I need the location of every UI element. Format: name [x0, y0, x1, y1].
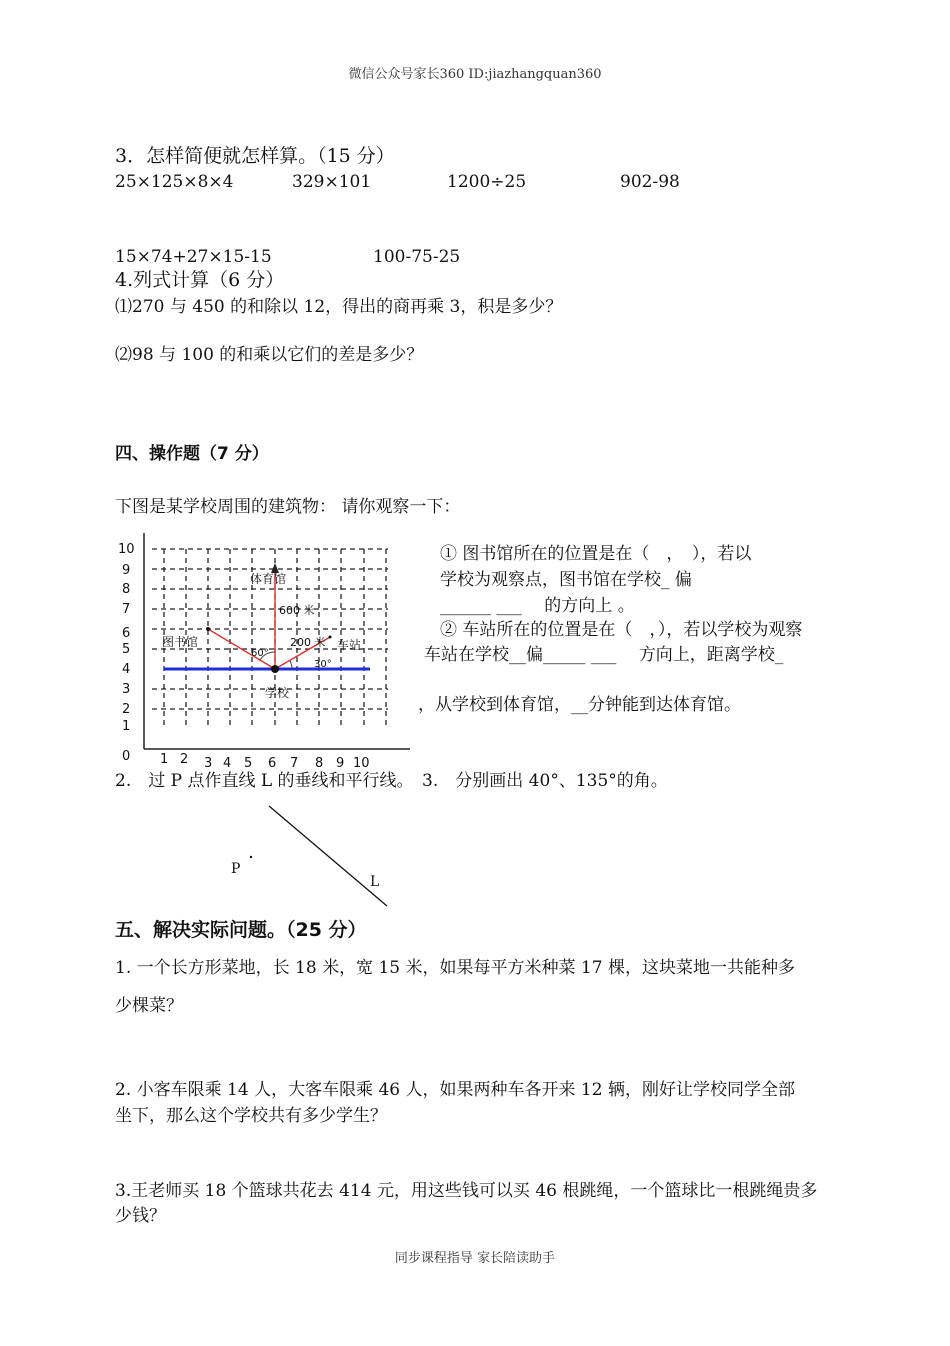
- y-tick: 6: [122, 626, 131, 641]
- library-point: [206, 627, 210, 631]
- x-tick: 2: [180, 752, 189, 767]
- school-label: 学校: [265, 686, 290, 700]
- point-p: [250, 856, 252, 858]
- x-tick: 6: [268, 756, 277, 770]
- x-tick: 10: [353, 756, 370, 770]
- p-label: P: [231, 861, 241, 877]
- line-l-figure: [225, 800, 395, 910]
- line-l: [269, 806, 387, 906]
- x-tick: 7: [290, 756, 299, 770]
- y-tick: 3: [122, 682, 131, 697]
- page-header: 微信公众号家长360 ID:jiazhangquan360: [348, 67, 602, 82]
- word-q3-line1: 3.王老师买 18 个篮球共花去 414 元，用这些钱可以买 46 根跳绳，一个篮球比一根跳绳贵多: [115, 1181, 818, 1201]
- map-q2-line2: 车站在学校__偏_____ ___ 方向上，距离学校_: [424, 645, 784, 665]
- distance-600-label: 600 米: [279, 604, 315, 617]
- x-tick: 1: [160, 752, 169, 767]
- part4-intro: 下图是某学校周围的建筑物： 请你观察一下：: [115, 497, 461, 517]
- y-tick: 8: [122, 582, 131, 597]
- y-tick: 2: [122, 702, 131, 717]
- expr-2: 329×101: [292, 172, 372, 192]
- expr-3: 1200÷25: [447, 172, 527, 192]
- distance-200-label: 200 米: [290, 636, 326, 649]
- angle-60-label: 60°: [251, 648, 269, 659]
- map-q2-line3: ，从学校到体育馆，__分钟能到达体育馆。: [418, 695, 741, 715]
- word-q2-line1: 2. 小客车限乘 14 人，大客车限乘 46 人，如果两种车各开来 12 辆，刚好让学校同学全部: [115, 1080, 795, 1100]
- x-tick: 8: [315, 756, 324, 770]
- station-point: [329, 636, 332, 639]
- gym-label: 体育馆: [250, 572, 287, 586]
- x-tick: 4: [223, 756, 232, 770]
- l-label: L: [370, 874, 380, 890]
- calc-q1: ⑴270 与 450 的和除以 12，得出的商再乘 3，积是多少？: [115, 297, 563, 317]
- station-label: 车站: [337, 638, 362, 652]
- map-q1-line3: ______ ___ 的方向上 。: [440, 596, 635, 616]
- expr-1: 25×125×8×4: [115, 172, 234, 192]
- draw-task-text: 2. 过 P 点作直线 L 的垂线和平行线。 3. 分别画出 40°、135°的角。: [115, 771, 668, 791]
- y-tick: 4: [122, 662, 131, 677]
- library-label: 图书馆: [162, 635, 199, 649]
- word-q1-line2: 少棵菜？: [115, 996, 183, 1016]
- x-tick: 9: [336, 756, 345, 770]
- expr-4: 902-98: [620, 172, 680, 192]
- map-q1-line1: ① 图书馆所在的位置是在（ ， ），若以: [440, 544, 752, 564]
- origin-label: 0: [122, 749, 131, 764]
- part4-heading: 四、操作题（7 分）: [115, 444, 269, 464]
- y-tick: 10: [118, 542, 135, 557]
- calc-q2: ⑵98 与 100 的和乘以它们的差是多少？: [115, 345, 424, 365]
- school-point: [271, 665, 279, 673]
- map-q1-line2: 学校为观察点，图书馆在学校_ 偏: [440, 570, 692, 590]
- y-tick: 9: [122, 563, 131, 578]
- y-tick: 5: [122, 642, 131, 657]
- angle-30-label: 30°: [314, 659, 332, 670]
- word-q1-line1: 1. 一个长方形菜地，长 18 米，宽 15 米，如果每平方米种菜 17 棵，这块菜地一共能种多: [115, 958, 795, 978]
- page-footer: 同步课程指导 家长陪读助手: [394, 1251, 556, 1266]
- expr-5: 15×74+27×15-15: [115, 247, 272, 267]
- x-tick: 3: [204, 756, 213, 770]
- location-map: [112, 525, 414, 770]
- word-q2-line2: 坐下，那么这个学校共有多少学生？: [115, 1106, 387, 1126]
- y-tick: 1: [122, 719, 131, 734]
- y-tick: 7: [122, 602, 131, 617]
- section4-title: 4.列式计算（6 分）: [115, 269, 285, 291]
- word-q3-line2: 少钱？: [115, 1206, 166, 1226]
- section3-title: 3．怎样简便就怎样算。（15 分）: [115, 145, 395, 167]
- x-tick: 5: [244, 756, 253, 770]
- map-q2-line1: ② 车站所在的位置是在（ ，），若以学校为观察: [440, 620, 803, 640]
- part5-heading: 五、解决实际问题。（25 分）: [115, 919, 367, 941]
- expr-6: 100-75-25: [373, 247, 461, 267]
